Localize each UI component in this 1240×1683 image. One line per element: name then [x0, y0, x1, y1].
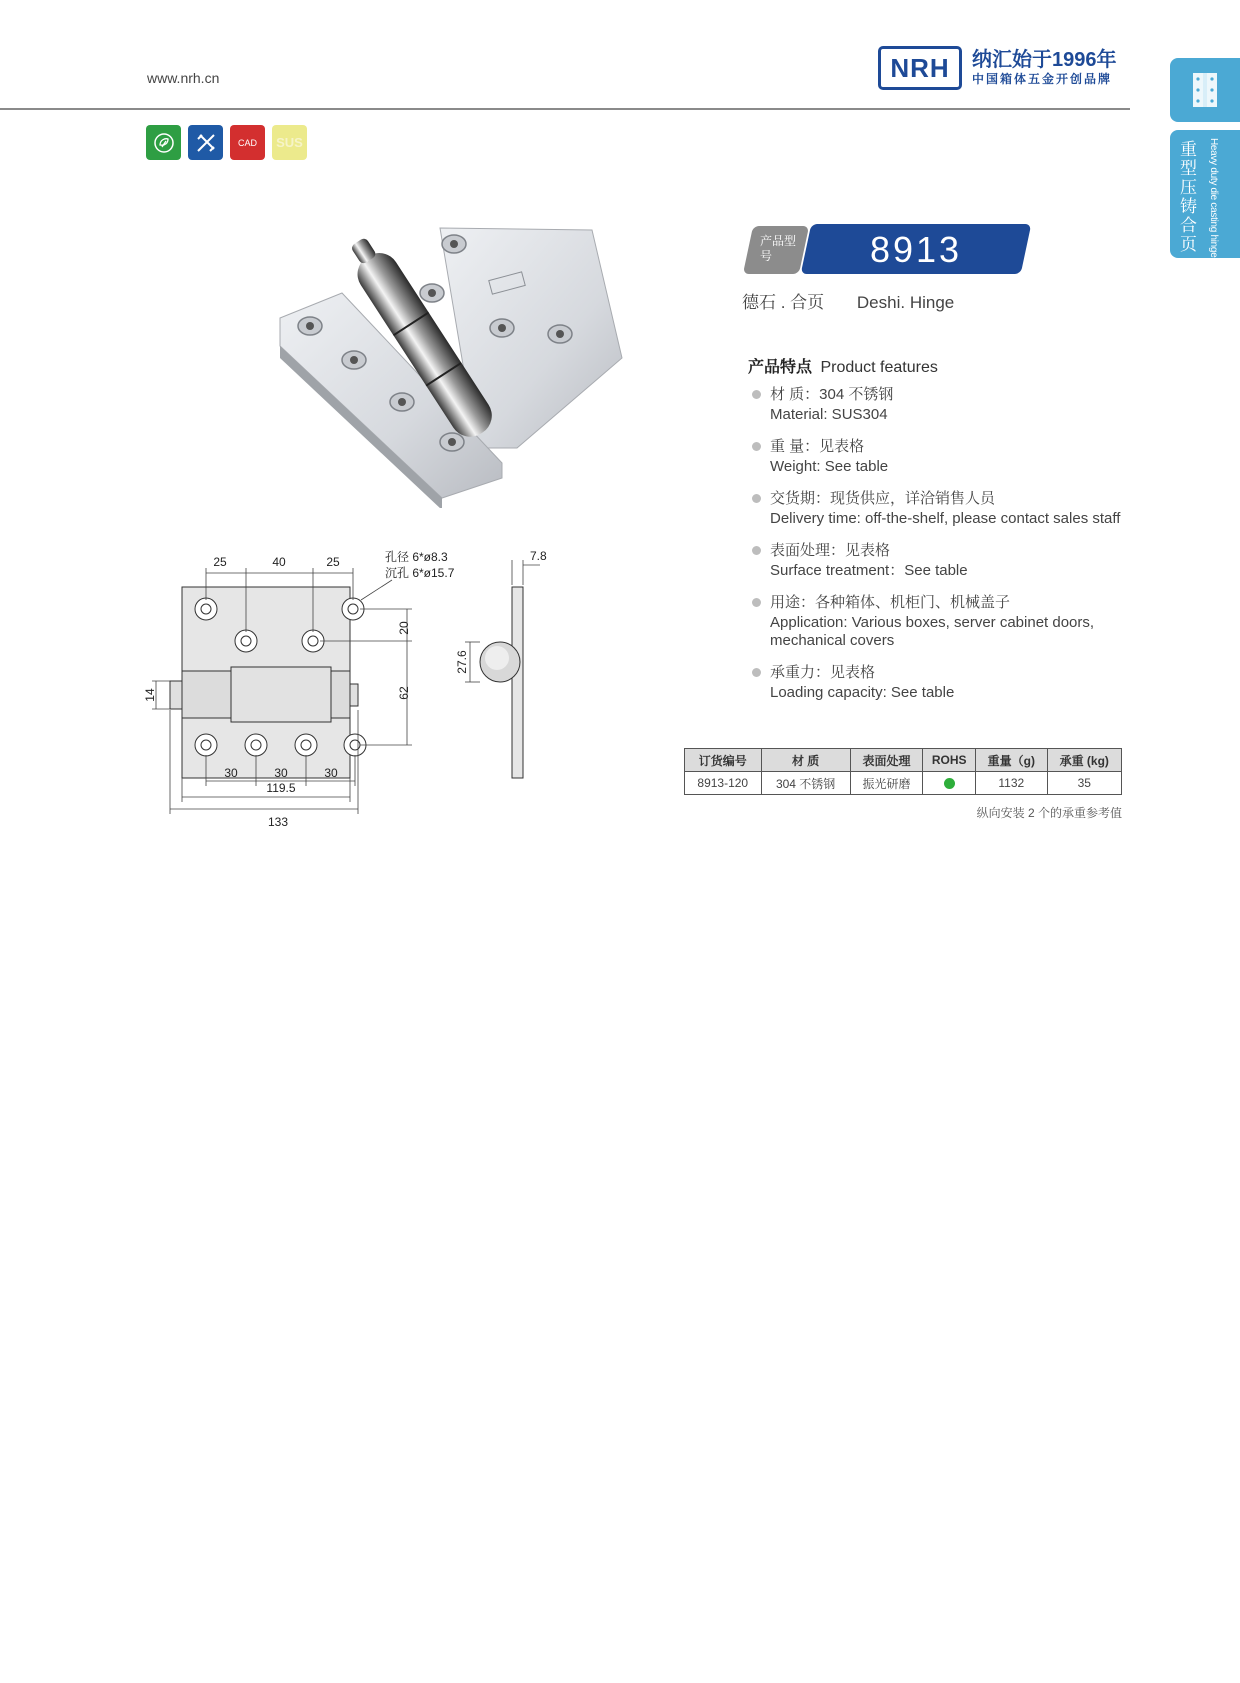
- hole-diameter-label: 孔径 6*ø8.3: [385, 550, 448, 564]
- spec-table: [684, 748, 1122, 795]
- product-name-cn: 德石 . 合页: [742, 293, 825, 312]
- brand-since: 始于1996年: [1012, 49, 1117, 71]
- side-tab-title-en: Heavy duty die casting hinge: [1208, 138, 1219, 258]
- dim-top-2: 40: [272, 555, 286, 569]
- site-url[interactable]: www.nrh.cn: [147, 70, 220, 86]
- header-divider: [0, 108, 1130, 110]
- dim-total-width: 133: [267, 815, 289, 829]
- dim-top-1: 25: [213, 555, 227, 569]
- cell-weight: 1132: [976, 772, 1047, 795]
- dim-inner-width: 119.5: [266, 781, 296, 795]
- dim-bottom-1: 30: [224, 766, 238, 780]
- model-number: 8913: [869, 229, 963, 270]
- feature-loading: 承重力：见表格 Loading capacity: See table: [752, 662, 1132, 702]
- dim-bottom-2: 30: [274, 766, 288, 780]
- bullet-dot-icon: [752, 598, 761, 607]
- cell-order-no: 8913-120: [685, 772, 762, 795]
- dim-bottom-3: 30: [324, 766, 338, 780]
- dim-top-3: 25: [326, 555, 340, 569]
- brand-text: [972, 49, 1117, 87]
- col-order-no: 订货编号: [685, 749, 762, 772]
- side-tab-title-cn: 重型压铸合页: [1180, 140, 1197, 254]
- col-weight: 重量（g): [976, 749, 1047, 772]
- countersink-label: 沉孔 6*ø15.7: [385, 566, 455, 580]
- brand-logo-block: [878, 46, 1117, 90]
- features-title-cn: 产品特点: [748, 359, 813, 376]
- dim-knuckle: 27.6: [455, 650, 469, 674]
- table-row: [685, 772, 1122, 795]
- certification-badges: [146, 125, 307, 160]
- rohs-leaf-icon: [146, 125, 181, 160]
- rohs-compliant-icon: [944, 778, 955, 789]
- col-rohs: ROHS: [923, 749, 976, 772]
- col-load: 承重 (kg): [1047, 749, 1121, 772]
- brand-name: 纳汇: [972, 49, 1012, 71]
- bullet-dot-icon: [752, 442, 761, 451]
- bullet-dot-icon: [752, 668, 761, 677]
- hinge-icon: [1190, 70, 1220, 110]
- features-title-en: Product features: [820, 359, 938, 376]
- bullet-dot-icon: [752, 494, 761, 503]
- feature-application: 用途：各种箱体、机柜门、机械盖子 Application: Various boxes, server cabinet doors, mechanical covers: [752, 592, 1132, 650]
- side-tab-category[interactable]: [1170, 130, 1240, 258]
- cell-rohs: [923, 772, 976, 795]
- table-header-row: [685, 749, 1122, 772]
- bullet-dot-icon: [752, 390, 761, 399]
- hinge-product-image: [262, 198, 662, 508]
- col-material: 材 质: [761, 749, 850, 772]
- product-subtitle: [742, 288, 982, 313]
- side-tab-hinge-icon[interactable]: [1170, 58, 1240, 122]
- features-list: [752, 384, 1132, 714]
- dim-62: 62: [397, 686, 411, 700]
- bullet-dot-icon: [752, 546, 761, 555]
- cell-load: 35: [1047, 772, 1121, 795]
- hinge-technical-drawing: [140, 540, 570, 830]
- col-surface: 表面处理: [850, 749, 923, 772]
- cell-surface: 振光研磨: [850, 772, 923, 795]
- model-tag-label: 产品型号: [760, 234, 797, 263]
- tools-icon: [188, 125, 223, 160]
- cad-file-icon: CAD: [230, 125, 265, 160]
- feature-weight: 重 量：见表格 Weight: See table: [752, 436, 1132, 476]
- feature-material: 材 质：304 不锈钢 Material: SUS304: [752, 384, 1132, 424]
- dim-thickness: 7.8: [530, 549, 547, 563]
- nrh-logo: NRH: [878, 46, 962, 90]
- feature-surface: 表面处理：见表格 Surface treatment：See table: [752, 540, 1132, 580]
- sus-icon: SUS: [272, 125, 307, 160]
- cell-material: 304 不锈钢: [761, 772, 850, 795]
- product-name-en: Deshi. Hinge: [856, 293, 955, 312]
- table-note: 纵向安装 2 个的承重参考值: [976, 806, 1122, 820]
- brand-name-line: [972, 49, 1117, 71]
- features-title: [748, 354, 938, 377]
- dim-20: 20: [397, 621, 411, 635]
- dim-14: 14: [143, 688, 157, 702]
- brand-tagline: 中国箱体五金开创品牌: [972, 72, 1113, 86]
- feature-delivery: 交货期：现货供应，详洽销售人员 Delivery time: off-the-shelf, please contact sales staff: [752, 488, 1132, 528]
